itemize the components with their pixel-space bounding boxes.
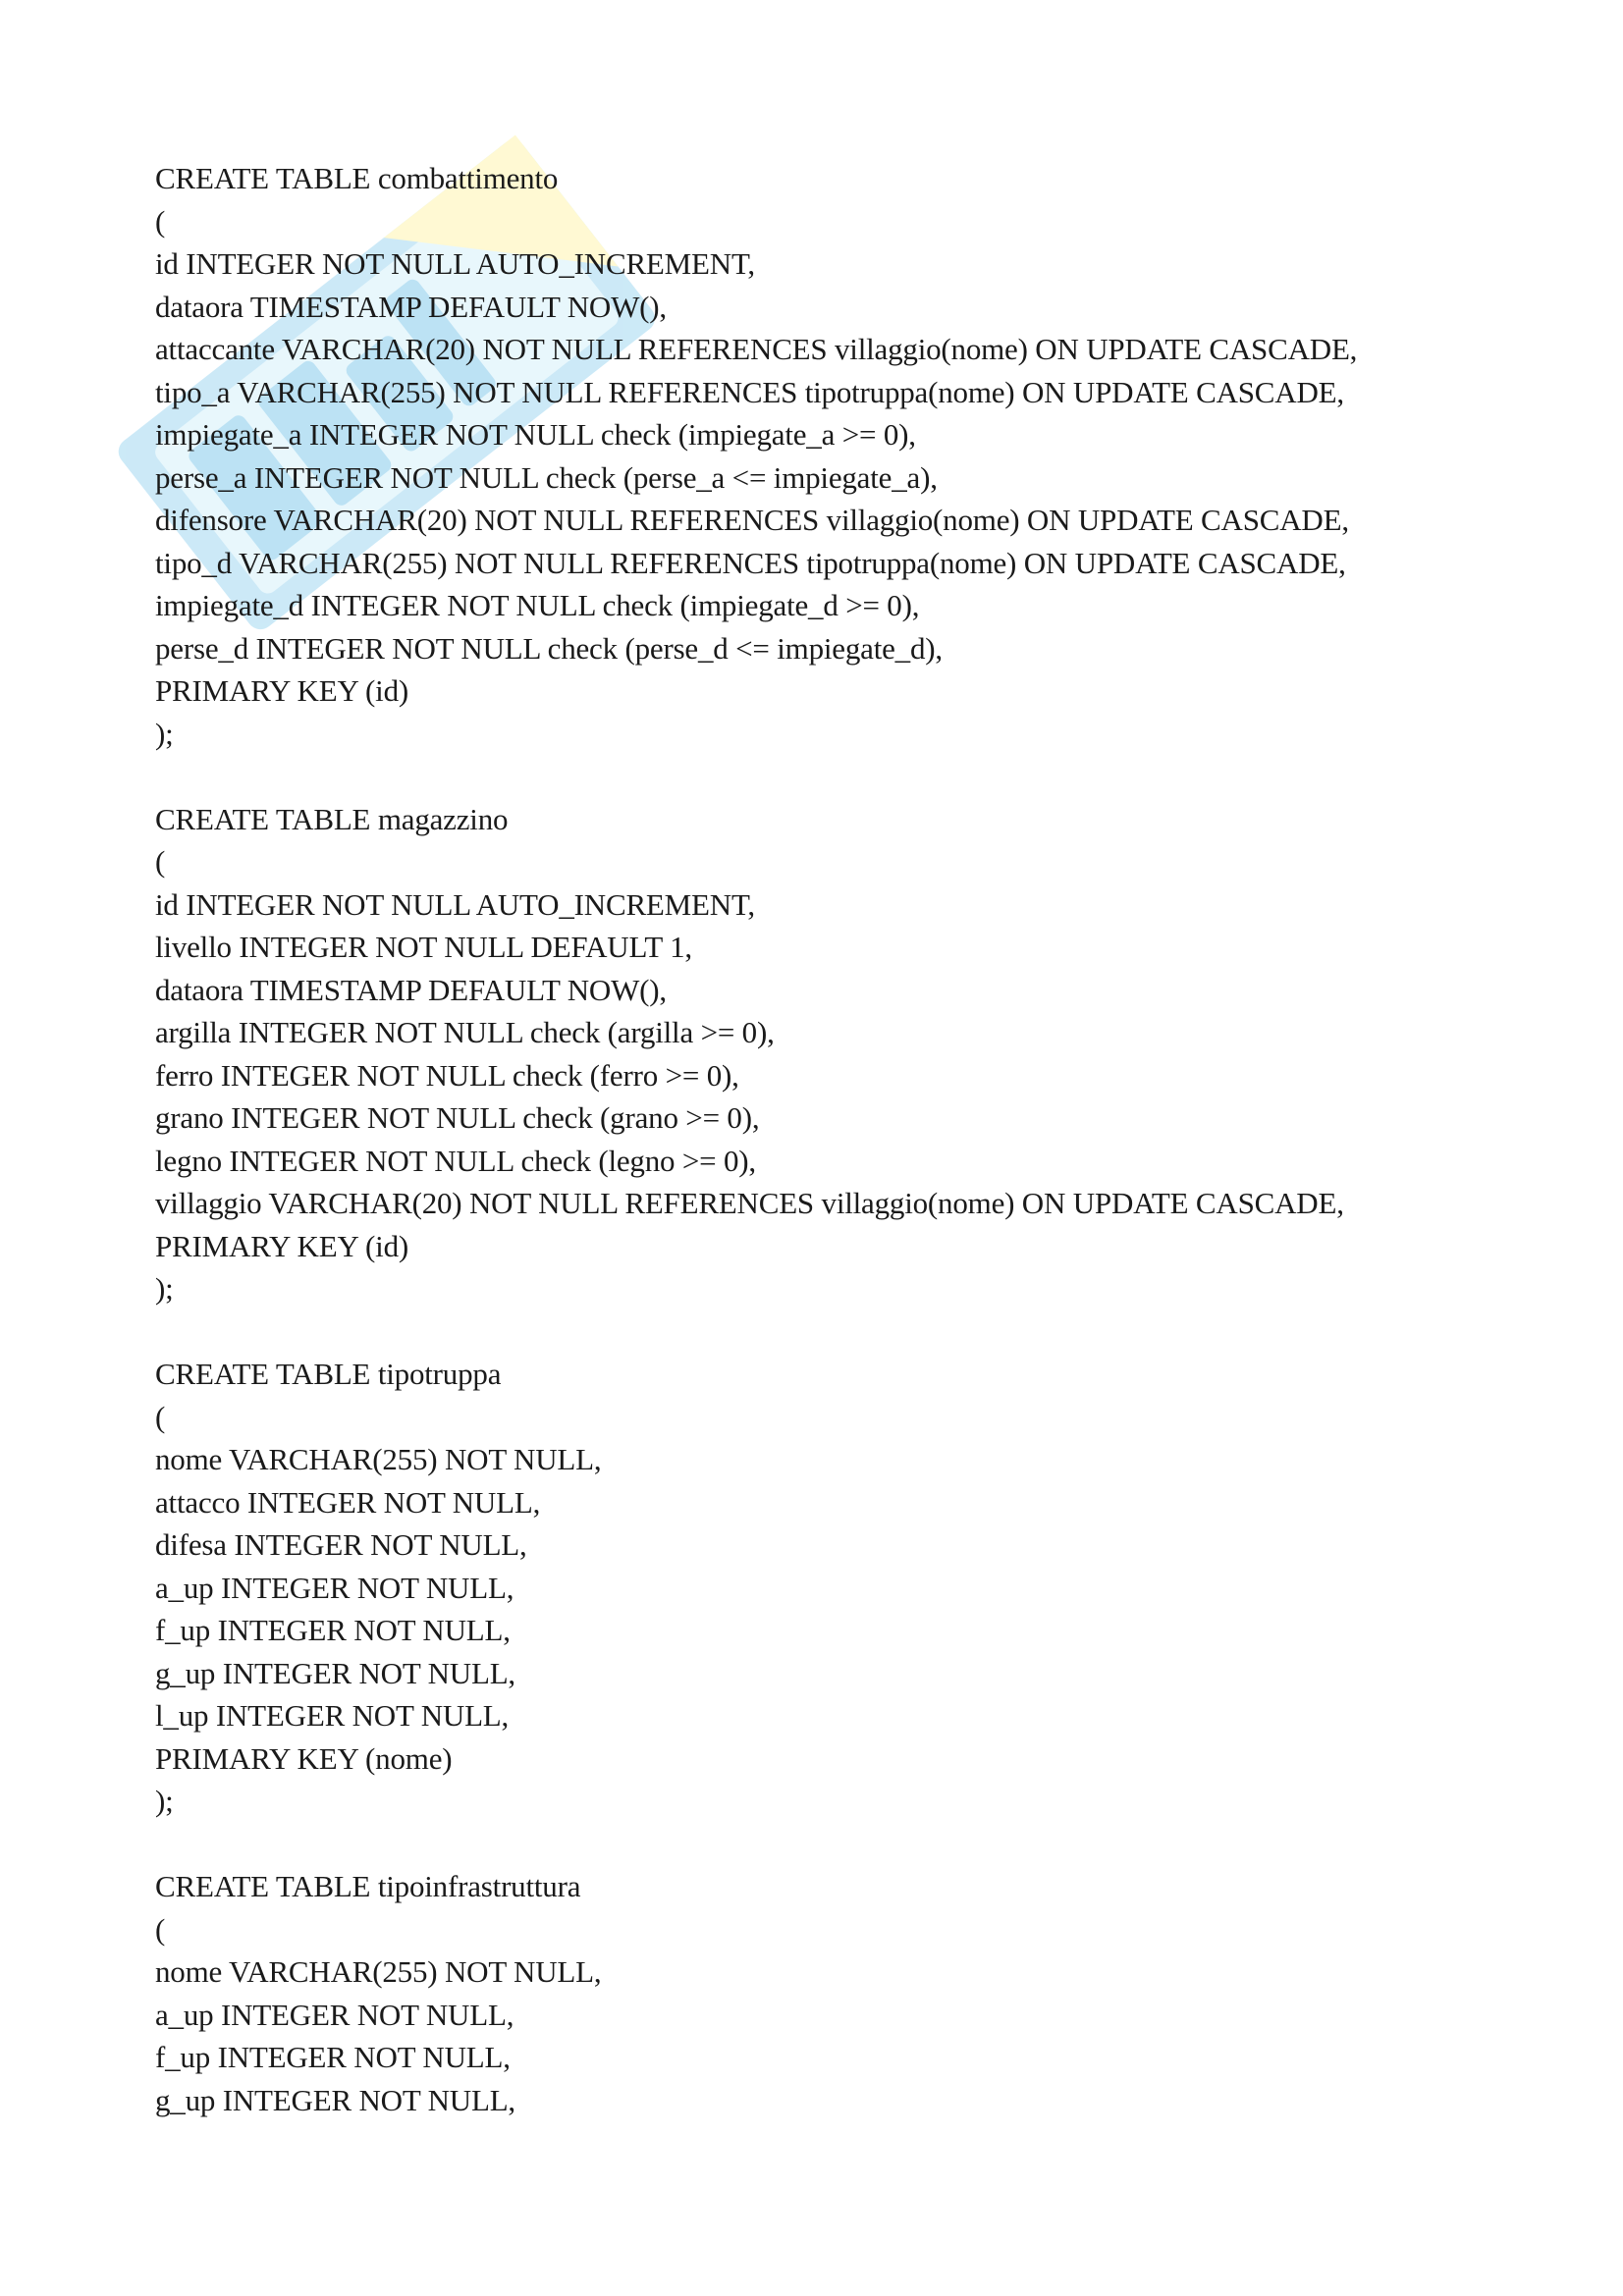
sql-line: ( [155,1399,166,1434]
sql-line: CREATE TABLE tipoinfrastruttura [155,1869,581,1903]
sql-line: legno INTEGER NOT NULL check (legno >= 0), [155,1143,756,1178]
sql-line: tipo_a VARCHAR(255) NOT NULL REFERENCES tipotruppa(nome) ON UPDATE CASCADE, [155,374,1344,409]
sql-line: argilla INTEGER NOT NULL check (argilla >= 0), [155,1015,775,1049]
sql-line: a_up INTEGER NOT NULL, [155,1570,514,1605]
sql-line: livello INTEGER NOT NULL DEFAULT 1, [155,930,692,964]
sql-statement-block [155,1353,1530,1823]
sql-line: difensore VARCHAR(20) NOT NULL REFERENCES villaggio(nome) ON UPDATE CASCADE, [155,503,1349,537]
sql-line: l_up INTEGER NOT NULL, [155,1698,510,1733]
sql-line: ( [155,844,166,879]
sql-line: ferro INTEGER NOT NULL check (ferro >= 0), [155,1057,739,1093]
sql-line: ); [155,1271,174,1306]
sql-line: CREATE TABLE combattimento [155,161,559,195]
sql-line: attaccante VARCHAR(20) NOT NULL REFERENCES villaggio(nome) ON UPDATE CASCADE, [155,332,1358,366]
sql-line: perse_d INTEGER NOT NULL check (perse_d <= impiegate_d), [155,630,943,666]
sql-line: villaggio VARCHAR(20) NOT NULL REFERENCES villaggio(nome) ON UPDATE CASCADE, [155,1186,1344,1220]
sql-line: id INTEGER NOT NULL AUTO_INCREMENT, [155,886,755,922]
sql-line: g_up INTEGER NOT NULL, [155,1655,515,1690]
sql-line: ); [155,716,174,751]
sql-line: perse_a INTEGER NOT NULL check (perse_a <= impiegate_a), [155,459,938,495]
sql-line: difesa INTEGER NOT NULL, [155,1527,527,1562]
sql-line: attacco INTEGER NOT NULL, [155,1484,541,1520]
sql-line: PRIMARY KEY (id) [155,1228,409,1263]
sql-line: PRIMARY KEY (nome) [155,1740,453,1776]
sql-line: tipo_d VARCHAR(255) NOT NULL REFERENCES tipotruppa(nome) ON UPDATE CASCADE, [155,545,1346,580]
sql-statement-block [155,798,1530,1310]
sql-line: ( [155,203,166,239]
sql-line: nome VARCHAR(255) NOT NULL, [155,1442,602,1476]
sql-line: dataora TIMESTAMP DEFAULT NOW(), [155,972,667,1007]
sql-line: PRIMARY KEY (id) [155,673,409,708]
sql-line: grano INTEGER NOT NULL check (grano >= 0), [155,1100,760,1135]
sql-line: ( [155,1911,166,1947]
sql-statement-block [155,1865,1530,2121]
sql-line: nome VARCHAR(255) NOT NULL, [155,1954,602,1989]
sql-line: impiegate_a INTEGER NOT NULL check (impiegate_a >= 0), [155,417,916,452]
sql-line: g_up INTEGER NOT NULL, [155,2082,515,2117]
sql-line: CREATE TABLE tipotruppa [155,1357,502,1391]
sql-statement-block [155,157,1530,755]
sql-line: a_up INTEGER NOT NULL, [155,1997,514,2032]
sql-line: impiegate_d INTEGER NOT NULL check (impiegate_d >= 0), [155,588,920,622]
sql-line: id INTEGER NOT NULL AUTO_INCREMENT, [155,246,755,281]
sql-line: f_up INTEGER NOT NULL, [155,2040,511,2074]
sql-line: dataora TIMESTAMP DEFAULT NOW(), [155,289,667,324]
sql-line: f_up INTEGER NOT NULL, [155,1613,511,1647]
sql-document [155,157,1530,2164]
sql-line: ); [155,1784,174,1818]
sql-line: CREATE TABLE magazzino [155,801,509,836]
